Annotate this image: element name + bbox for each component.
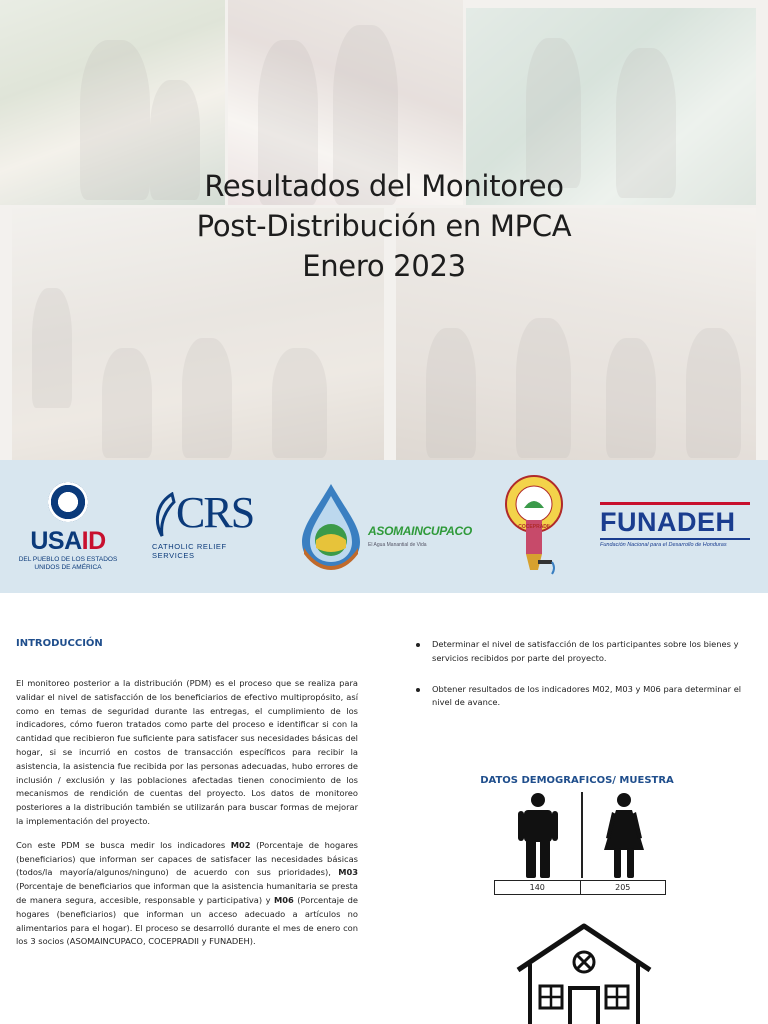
household-icon bbox=[512, 922, 656, 1024]
funadeh-bottom-bar bbox=[600, 538, 750, 540]
title-line-1: Resultados del Monitoreo bbox=[204, 169, 564, 203]
objective-item: Obtener resultados de los indicadores M02, M03 y M06 para determinar el nivel de avance. bbox=[412, 683, 752, 711]
gender-divider bbox=[581, 792, 583, 878]
women-count: 205 bbox=[615, 883, 631, 892]
objectives-list bbox=[412, 638, 752, 710]
bullet-icon bbox=[416, 643, 420, 647]
introduction-paragraph-1: El monitoreo posterior a la distribución (PDM) es el proceso que se realiza para validar el nivel de satisfacción de los beneficiarios de efectivo multipropósito, así como en temas de seguridad durante las entregas, el cumplimiento de los indicadores, cómo fueron tratados como parte del proceso e identificar si con la cantidad que recibieron fue suficiente para satisfacer sus necesidades básicas del hogar, si se incurrió en costos de transacción específicos para recibir la asistencia, la asistencia fue recibida por las personas adecuadas, hubo errores de inclusión / exclusión y las poblaciones afectadas tienen conocimiento de los mecanismos de rendición de cuentas del proyecto. Los datos de monitoreo posteriores a la distribución también se utilizarán para buscar formas de mejorar la implementación del proyecto. bbox=[16, 678, 358, 826]
man-icon bbox=[518, 792, 558, 878]
crs-tagline: CATHOLIC RELIEF SERVICES bbox=[152, 542, 227, 560]
cocepradii-logo bbox=[498, 474, 570, 578]
sample-counts-table bbox=[494, 880, 666, 895]
usaid-tagline: DEL PUEBLO DE LOS ESTADOS UNIDOS DE AMÉRICA bbox=[18, 556, 118, 571]
objectives-section bbox=[412, 638, 752, 727]
title-line-2: Post-Distribución en MPCA bbox=[196, 209, 572, 243]
report-title bbox=[0, 166, 768, 286]
usaid-seal-icon bbox=[48, 482, 88, 522]
funadeh-tagline: Fundación Nacional para el Desarrollo de Honduras bbox=[600, 542, 727, 548]
funadeh-logo bbox=[600, 502, 750, 562]
funadeh-wordmark: FUNADEH bbox=[600, 507, 736, 537]
introduction-heading: INTRODUCCIÓN bbox=[16, 638, 103, 649]
water-drop-icon bbox=[296, 482, 366, 570]
hero-photo-collage bbox=[0, 0, 768, 460]
partner-logos-band bbox=[0, 460, 768, 593]
funadeh-top-bar bbox=[600, 502, 750, 505]
indicator-m06: M06 bbox=[273, 894, 294, 905]
asomaincupaco-tagline: El Agua Manantial de Vida bbox=[368, 542, 427, 548]
crs-logo bbox=[152, 490, 264, 570]
introduction-paragraph-2: Con este PDM se busca medir los indicadores M02 (Porcentaje de hogares (beneficiarios) que informan ser capaces de satisfacer las necesidades básicas (todos/la mayoría/algunos/ninguno) de acuerdo con sus prioridades), M03 (Porcentaje de beneficiarios que informan que la asistencia humanitaria se presta de manera segura, accesible, responsable y participativa) y M06 (Porcentaje de hogares (beneficiarios) que informan un acceso adecuado a artículos no alimentarios para el hogar). El proceso se desarrolló durante el mes de enero con los 3 socios (ASOMAINCUPACO, COCEPRADII y FUNADEH). bbox=[16, 839, 359, 947]
bullet-icon bbox=[416, 688, 420, 692]
objective-item: Determinar el nivel de satisfacción de los participantes sobre los bienes y servicios recibidos por parte del proyecto. bbox=[412, 638, 752, 666]
sample-by-sex bbox=[494, 790, 666, 894]
cocepradii-wordmark: COCEPRADII bbox=[518, 524, 550, 530]
asomaincupaco-logo bbox=[296, 482, 478, 574]
usaid-logo bbox=[16, 482, 120, 574]
title-line-3: Enero 2023 bbox=[302, 249, 466, 283]
introduction-section bbox=[16, 638, 358, 959]
indicator-m02: M02 bbox=[230, 839, 251, 850]
demographics-heading: DATOS DEMOGRAFICOS/ MUESTRA bbox=[480, 775, 674, 786]
crs-wordmark: CRS bbox=[176, 488, 254, 537]
woman-icon bbox=[602, 792, 646, 878]
men-count: 140 bbox=[495, 881, 581, 894]
indicator-m03: M03 bbox=[338, 867, 358, 878]
usaid-wordmark: USAID bbox=[30, 527, 106, 555]
asomaincupaco-wordmark: ASOMAINCUPACO bbox=[368, 524, 472, 538]
